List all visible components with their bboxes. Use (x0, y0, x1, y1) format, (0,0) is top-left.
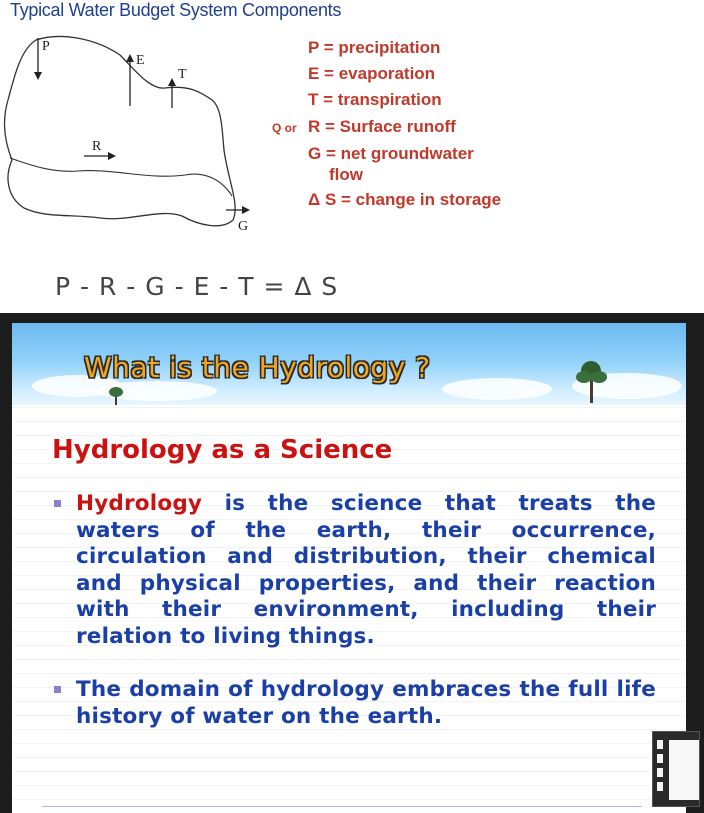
thumb-slot (657, 782, 663, 791)
window-bezel-top (0, 313, 704, 323)
legend-p: P = precipitation (308, 38, 441, 57)
precipitation-arrowhead (34, 72, 42, 80)
slide-thumbnail[interactable] (652, 731, 700, 807)
groundwater-arrowhead (242, 206, 250, 214)
section-heading: Hydrology as a Science (52, 435, 393, 465)
bullet-marker (54, 686, 61, 693)
small-tree-icon (102, 385, 132, 405)
banner-title: What is the Hydrology ? (84, 351, 431, 384)
hydrology-slide (12, 323, 686, 813)
legend-t: T = transpiration (308, 90, 442, 109)
slide-title: Typical Water Budget System Components (10, 0, 342, 20)
thumb-page-preview (669, 740, 699, 800)
water-budget-slide (0, 0, 704, 316)
legend-e: E = evaporation (308, 64, 436, 83)
bullet-paragraph-1 (76, 491, 656, 650)
evaporation-arrowhead (126, 54, 134, 62)
label-r: R (92, 139, 102, 154)
footer-divider (42, 806, 642, 807)
label-e: E (136, 53, 145, 68)
bullet-paragraph-2: The domain of hydrology embraces the full life history of water on the earth. (76, 677, 656, 729)
thumb-slot (657, 740, 663, 749)
sky-banner (12, 323, 686, 405)
label-t: T (178, 67, 187, 82)
keyword-hydrology: Hydrology (76, 491, 203, 516)
label-g: G (238, 219, 249, 234)
tree-icon (570, 357, 614, 403)
water-budget-equation: P - R - G - E - T = Δ S (55, 272, 339, 301)
transpiration-arrowhead (168, 78, 176, 86)
thumb-slot (657, 768, 663, 777)
inner-boundary (10, 158, 232, 196)
thumb-slot (657, 754, 663, 763)
legend-g: G = net groundwater (308, 144, 474, 163)
window-bezel-left (0, 313, 12, 813)
cloud (442, 378, 552, 400)
watershed-boundary (5, 36, 236, 225)
legend-r: R = Surface runoff (308, 117, 456, 136)
watershed-diagram (0, 30, 270, 245)
legend-q-prefix: Q or (272, 121, 297, 135)
runoff-arrowhead (108, 152, 116, 160)
bullet-1-text: is the science that treats the waters of the earth, their occurrence, circulation and distribution, their chemical and physical properties, and their reaction with their environment, including their relation to living things. (76, 491, 656, 649)
label-p: P (42, 39, 50, 54)
legend-delta-s: Δ S = change in storage (308, 190, 502, 209)
legend-g-cont: flow (329, 165, 363, 184)
bullet-marker (54, 500, 61, 507)
